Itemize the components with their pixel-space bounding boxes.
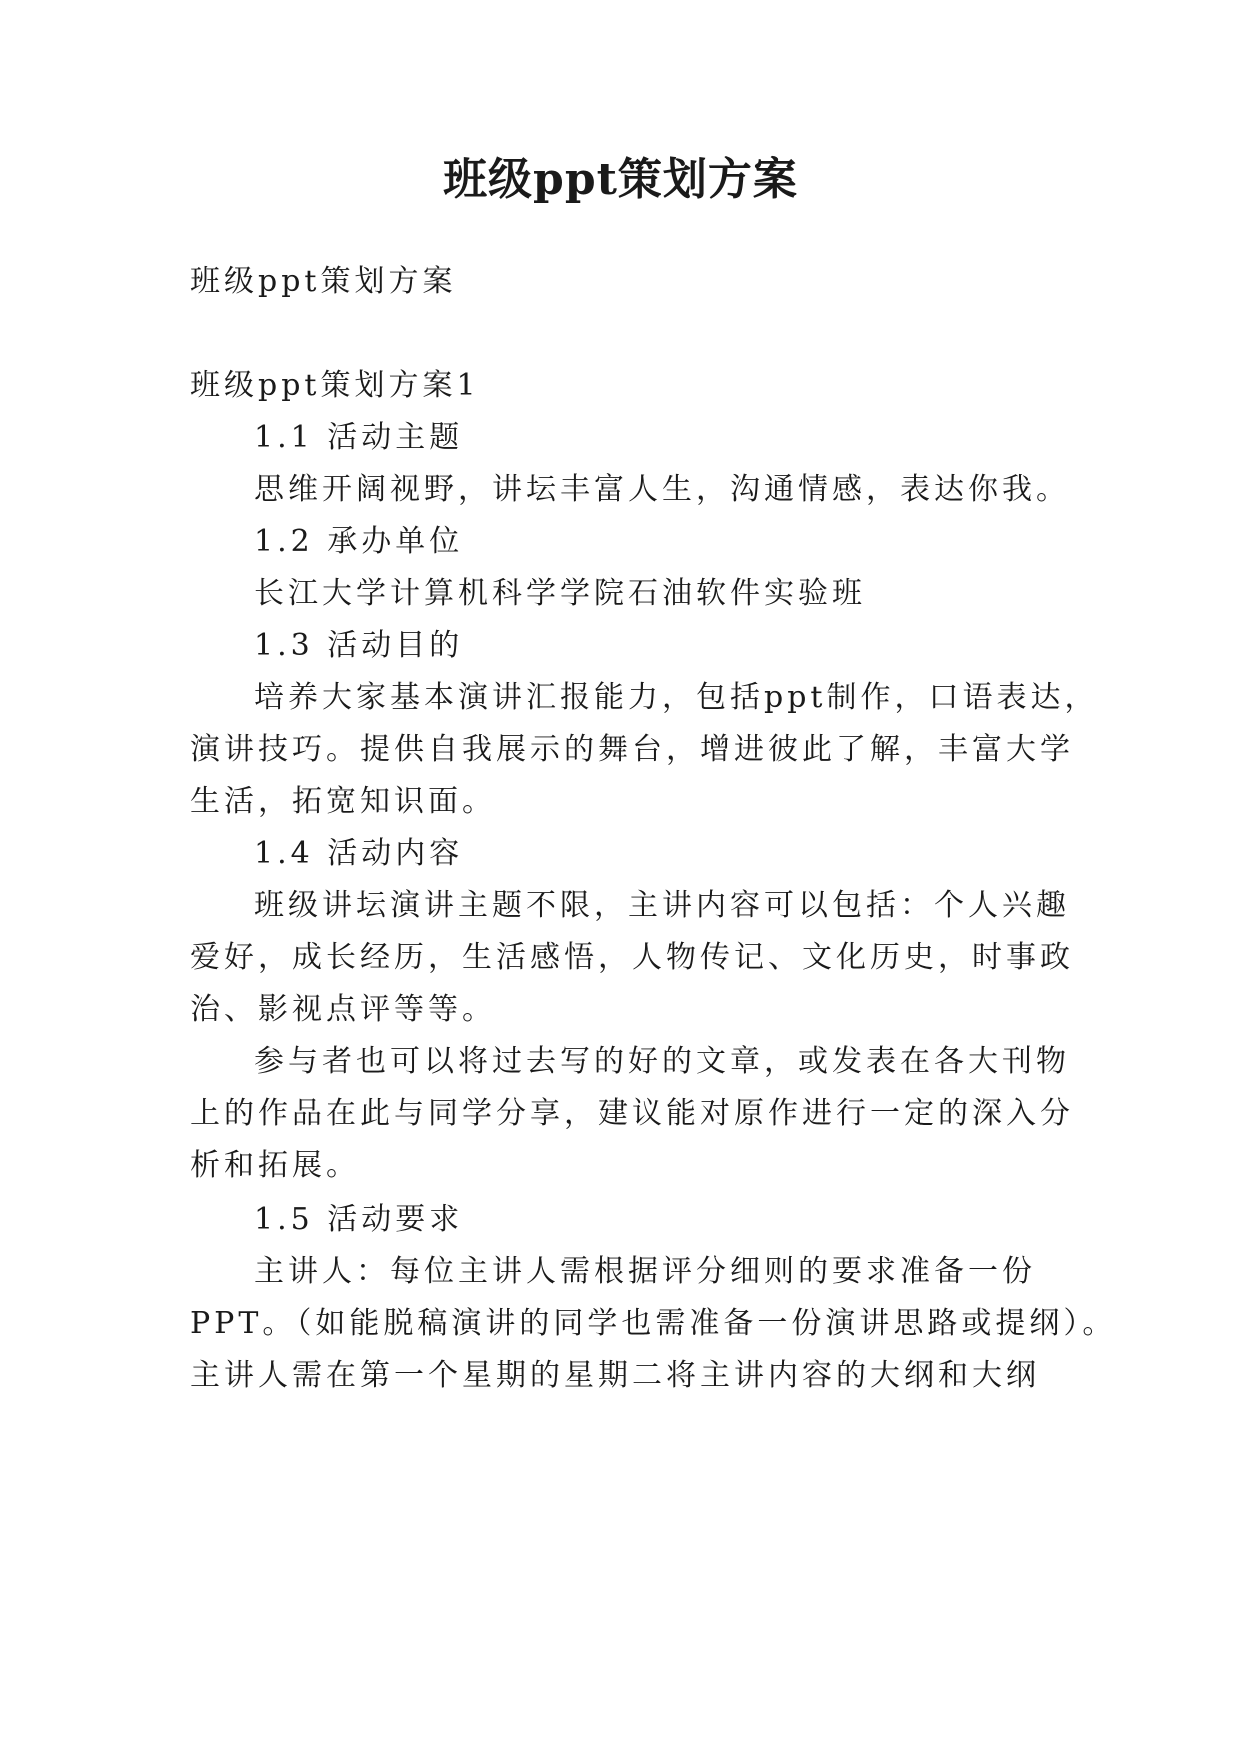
paragraph-line: 生活，拓宽知识面。 [190, 784, 496, 819]
section-heading: 班级ppt策划方案1 [190, 368, 480, 403]
paragraph-line: 爱好，成长经历，生活感悟，人物传记、文化历史，时事政 [190, 940, 1074, 975]
paragraph-line: 参与者也可以将过去写的好的文章，或发表在各大刊物 [254, 1044, 1070, 1079]
paragraph-line: 上的作品在此与同学分享，建议能对原作进行一定的深入分 [190, 1096, 1074, 1131]
paragraph-line: 培养大家基本演讲汇报能力，包括ppt制作，口语表达， [254, 680, 1099, 715]
paragraph-line: 演讲技巧。提供自我展示的舞台，增进彼此了解，丰富大学 [190, 732, 1074, 767]
section-heading-1-5: 1.5 活动要求 [254, 1202, 464, 1237]
paragraph-line: 思维开阔视野，讲坛丰富人生，沟通情感，表达你我。 [254, 472, 1070, 507]
document-title: 班级ppt策划方案 [443, 154, 798, 205]
subtitle-line: 班级ppt策划方案 [190, 264, 457, 299]
section-heading-1-3: 1.3 活动目的 [254, 628, 464, 663]
section-heading-1-2: 1.2 承办单位 [254, 524, 464, 559]
paragraph-line: 析和拓展。 [190, 1148, 360, 1183]
section-heading-1-1: 1.1 活动主题 [254, 420, 464, 455]
paragraph-line: 长江大学计算机科学学院石油软件实验班 [254, 576, 866, 611]
section-heading-1-4: 1.4 活动内容 [254, 836, 464, 871]
paragraph-line: 治、影视点评等等。 [190, 992, 496, 1027]
paragraph-line: 主讲人需在第一个星期的星期二将主讲内容的大纲和大纲 [190, 1358, 1040, 1393]
paragraph-line: 班级讲坛演讲主题不限，主讲内容可以包括：个人兴趣 [254, 888, 1070, 923]
paragraph-line: PPT。（如能脱稿演讲的同学也需准备一份演讲思路或提纲）。 [190, 1306, 1117, 1341]
paragraph-line: 主讲人：每位主讲人需根据评分细则的要求准备一份 [254, 1254, 1036, 1289]
